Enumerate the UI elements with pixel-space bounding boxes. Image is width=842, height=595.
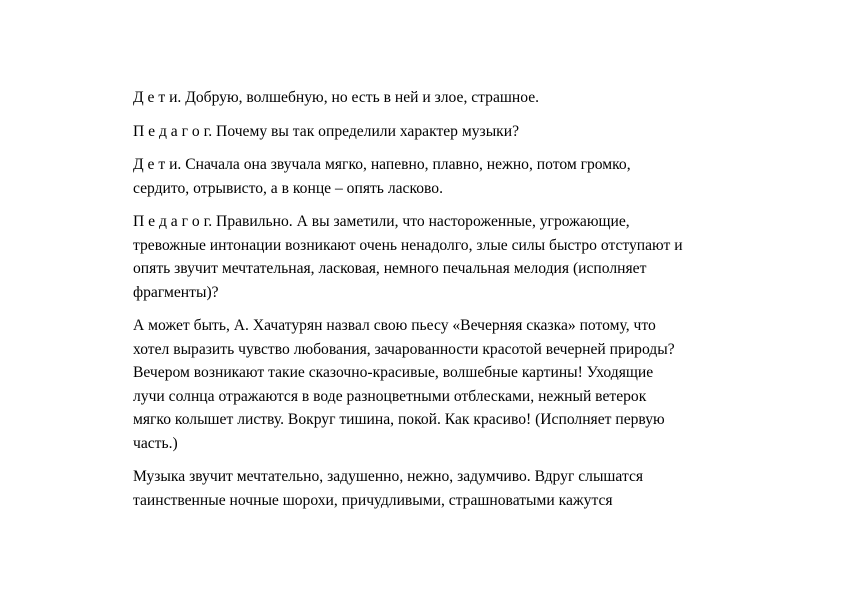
paragraph-music-description bbox=[133, 465, 793, 512]
text-line: лучи солнца отражаются в воде разноцветными отблесками, нежный ветерок bbox=[133, 387, 647, 405]
text-line: П е д а г о г. Почему вы так определили характер музыки? bbox=[133, 122, 520, 140]
text-line: часть.) bbox=[133, 434, 178, 452]
text-line: А может быть, А. Хачатурян назвал свою пьесу «Вечерняя сказка» потому, что bbox=[133, 317, 656, 334]
paragraph-teacher-question bbox=[133, 120, 793, 144]
text-line: сердито, отрывисто, а в конце – опять ласково. bbox=[133, 179, 443, 197]
text-line: фрагменты)? bbox=[133, 283, 219, 301]
text-line: П е д а г о г. Правильно. А вы заметили, что настороженные, угрожающие, bbox=[133, 213, 630, 230]
text-line: Музыка звучит мечтательно, задушенно, нежно, задумчиво. Вдруг слышатся bbox=[133, 468, 644, 485]
paragraph-children-answer-2 bbox=[133, 153, 793, 200]
text-line: тревожные интонации возникают очень ненадолго, злые силы быстро отступают и bbox=[133, 236, 683, 254]
paragraph-evening-tale bbox=[133, 314, 793, 455]
text-line: Вечером возникают такие сказочно-красивые, волшебные картины! Уходящие bbox=[133, 364, 654, 381]
paragraph-teacher-remark bbox=[133, 210, 793, 304]
text-line: Д е т и. Добрую, волшебную, но есть в ней и злое, страшное. bbox=[133, 89, 540, 106]
text-line: таинственные ночные шорохи, причудливыми, страшноватыми кажутся bbox=[133, 491, 613, 509]
document-body bbox=[133, 86, 793, 522]
text-line: опять звучит мечтательная, ласковая, немного печальная мелодия (исполняет bbox=[133, 260, 647, 277]
paragraph-children-answer-1 bbox=[133, 86, 793, 110]
text-line: Д е т и. Сначала она звучала мягко, напевно, плавно, нежно, потом громко, bbox=[133, 156, 631, 173]
text-line: мягко колышет листву. Вокруг тишина, покой. Как красиво! (Исполняет первую bbox=[133, 411, 665, 428]
text-line: хотел выразить чувство любования, зачарованности красотой вечерней природы? bbox=[133, 340, 675, 358]
